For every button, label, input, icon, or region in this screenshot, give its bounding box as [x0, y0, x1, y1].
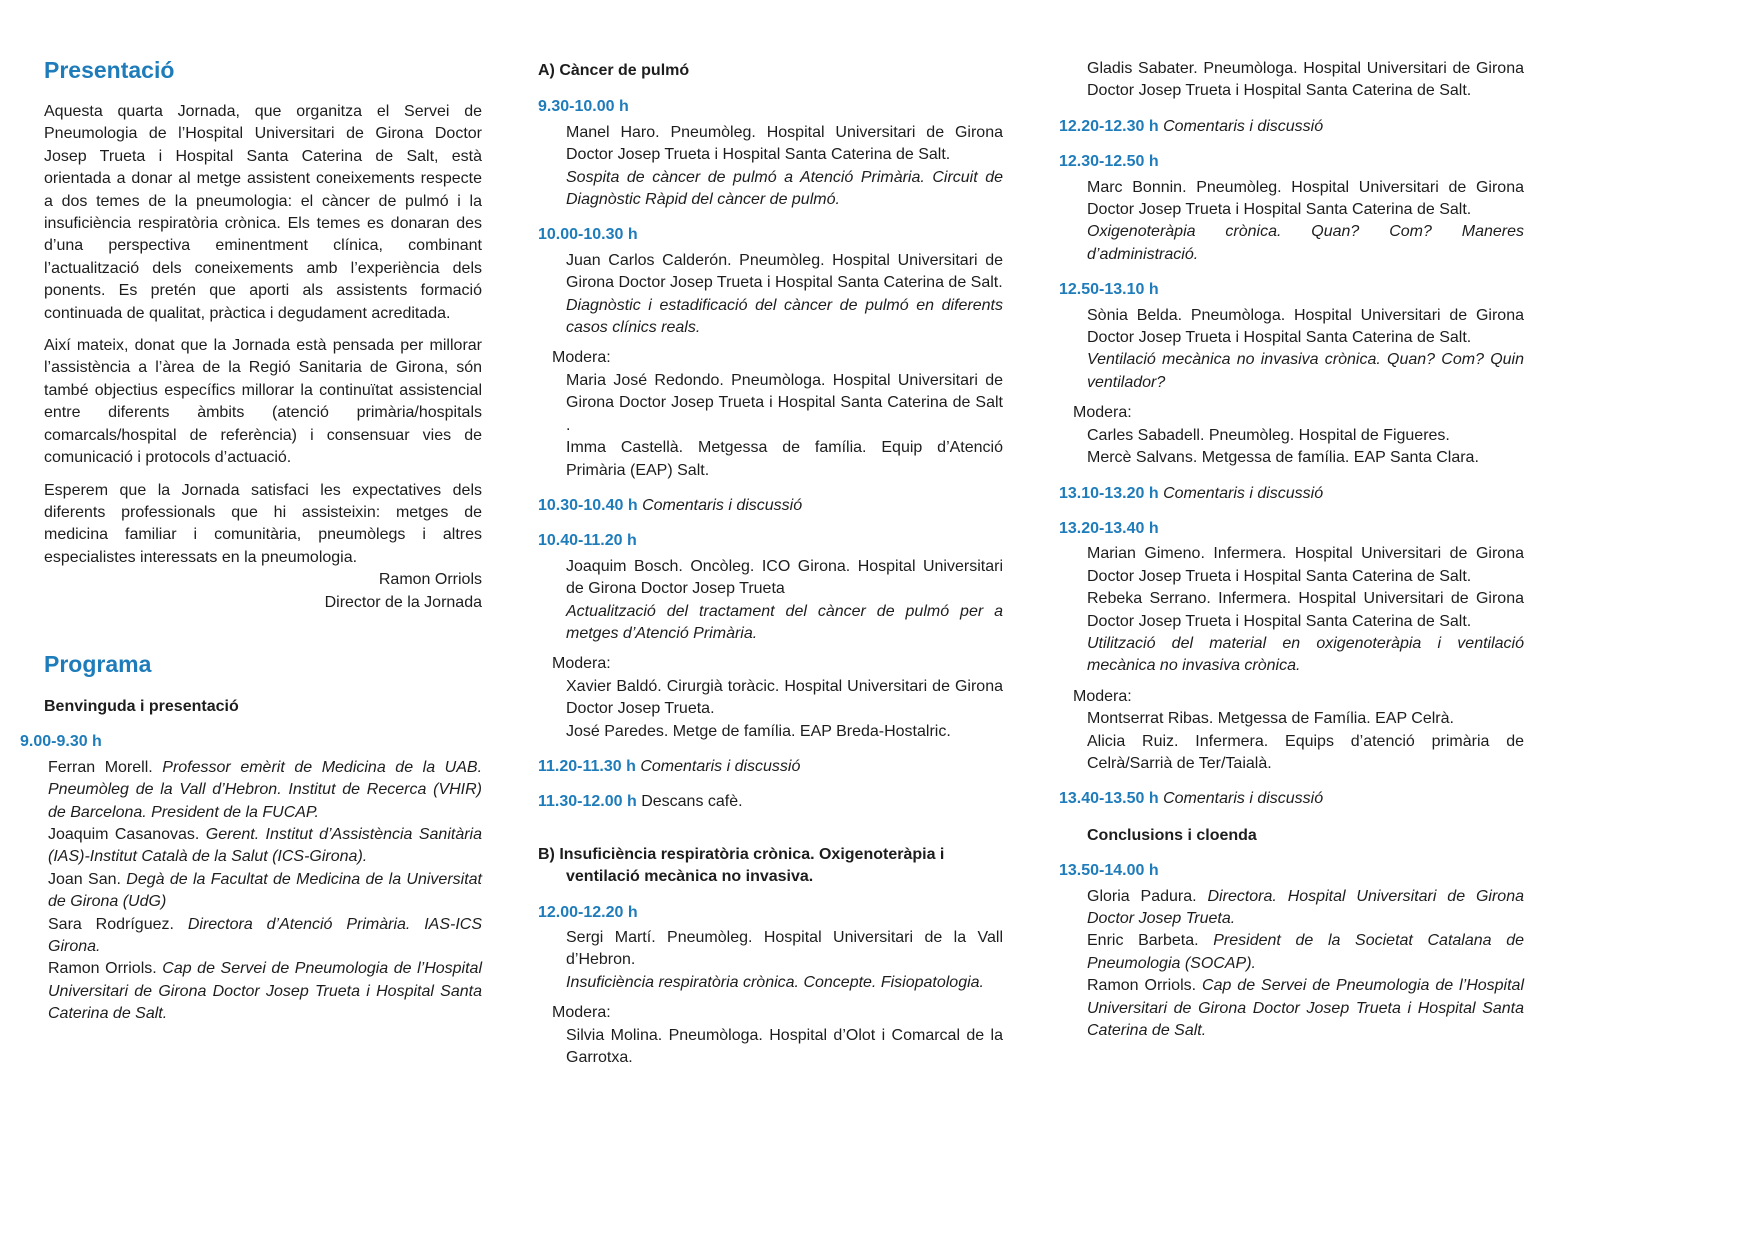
- section-a-heading: A) Càncer de pulmó: [538, 62, 690, 79]
- speaker-name: Joan San.: [48, 870, 121, 888]
- speaker-role: Professor emèrit de Medicina de la UAB. Pneumòleg de la Vall d’Hebron. Institut de Recerca (VHIR) de Barcelona. President de la FUCAP.: [48, 758, 483, 821]
- speaker-role: Cap de Servei de Pneumologia de l’Hospital Universitari de Girona Doctor Josep Trueta i Hospital Santa Caterina de Salt.: [48, 960, 483, 1023]
- modera-label: Modera:: [552, 349, 611, 367]
- column-program-part1: [538, 56, 1003, 1240]
- time-label-1040: 10.40-11.20 h: [538, 532, 637, 550]
- speaker-entry: Joaquim Bosch. Oncòleg. ICO Girona. Hospital Universitari de Girona Doctor Josep Trueta: [566, 557, 1003, 598]
- moderator-entry: Mercè Salvans. Metgessa de família. EAP Santa Clara.: [1087, 449, 1479, 467]
- note-text: Comentaris i discussió: [1163, 117, 1324, 135]
- time-label-1000: 10.00-10.30 h: [538, 226, 638, 244]
- speaker-name: Joaquim Casanovas.: [48, 825, 200, 843]
- talk-title: Ventilació mecànica no invasiva crònica. Quan? Com? Quin ventilador?: [1087, 351, 1524, 391]
- note-text: Comentaris i discussió: [640, 757, 801, 775]
- presentacio-paragraph-1: Aquesta quarta Jornada, que organitza el Servei de Pneumologia de l’Hospital Universitari de Girona Doctor Josep Trueta i Hospital Santa Caterina de Salt, està orientada a donar al metge assistent coneixements respecte a dos temes de la pneumologia: el càncer de pulmó i la insuficiència respiratòria crònica. Els temes es donaran des d’una perspectiva eminentment clínica, combinant l’actualització dels coneixements amb l’experiència dels ponents. Es pretén que aporti als assistents formació continuada de qualitat, pràctica i degudament acreditada.: [44, 103, 482, 322]
- speaker-name: Ramon Orriols.: [1087, 977, 1197, 995]
- signature-name: Ramon Orriols: [378, 571, 482, 589]
- closing-heading: Conclusions i cloenda: [1087, 826, 1257, 844]
- time-label-1120: 11.20-11.30 h: [538, 757, 636, 775]
- welcome-entry: [48, 958, 482, 1025]
- note-text: Comentaris i discussió: [1163, 790, 1324, 808]
- welcome-entry: [48, 757, 482, 824]
- note-text: Descans cafè.: [641, 793, 743, 811]
- speaker-role: Cap de Servei de Pneumologia de l’Hospital Universitari de Girona Doctor Josep Trueta i Hospital Santa Caterina de Salt.: [1087, 977, 1525, 1040]
- welcome-heading: Benvinguda i presentació: [44, 697, 239, 715]
- presentacio-title: Presentació: [44, 57, 175, 83]
- welcome-entry: [48, 869, 482, 914]
- time-label-1220: 12.20-12.30 h: [1059, 117, 1159, 135]
- speaker-entry: Marc Bonnin. Pneumòleg. Hospital Universitari de Girona Doctor Josep Trueta i Hospital Santa Caterina de Salt.: [1087, 178, 1524, 219]
- speaker-name: Ramon Orriols.: [48, 960, 157, 978]
- signature-role: Director de la Jornada: [324, 593, 482, 611]
- speaker-role: Gerent. Institut d’Assistència Sanitària (IAS)-Institut Català de la Salut (ICS-Girona).: [48, 825, 482, 866]
- schedule-note-row: [1059, 788, 1524, 810]
- talk-title: Oxigenoteràpia crònica. Quan? Com? Maneres d’administració.: [1087, 223, 1524, 263]
- modera-label: Modera:: [1073, 404, 1132, 422]
- presentacio-paragraph-2: Així mateix, donat que la Jornada està pensada per millorar l’assistència a l’àrea de la Regió Sanitaria de Girona, són també objectius específics millorar la continuïtat assistencial entre diferents àmbits (atenció primària/hospitals comarcals/hospital de referència) i consensuar vies de comunicació i protocols d’actuació.: [44, 337, 482, 467]
- note-text: Comentaris i discussió: [1163, 484, 1324, 502]
- moderator-entry: Silvia Molina. Pneumòloga. Hospital d’Olot i Comarcal de la Garrotxa.: [566, 1026, 1003, 1067]
- section-b-heading: B) Insuficiència respiratòria crònica. Oxigenoteràpia i ventilació mecànica no invasiva.: [538, 845, 945, 886]
- speaker-entry: Sònia Belda. Pneumòloga. Hospital Universitari de Girona Doctor Josep Trueta i Hospital Santa Caterina de Salt.: [1087, 306, 1524, 347]
- time-label-1250: 12.50-13.10 h: [1059, 281, 1159, 299]
- speaker-entry: Rebeka Serrano. Infermera. Hospital Universitari de Girona Doctor Josep Trueta i Hospital Santa Caterina de Salt.: [1087, 590, 1524, 630]
- moderator-entry: Gladis Sabater. Pneumòloga. Hospital Universitari de Girona Doctor Josep Trueta i Hospital Santa Caterina de Salt.: [1087, 60, 1524, 100]
- speaker-role: Directora d’Atenció Primària. IAS-ICS Girona.: [48, 915, 483, 955]
- time-label-1130: 11.30-12.00 h: [538, 793, 637, 811]
- time-label-1030: 10.30-10.40 h: [538, 496, 638, 514]
- closing-entry: [1087, 886, 1524, 931]
- welcome-entry: [48, 824, 482, 869]
- moderator-entry: Imma Castellà. Metgessa de família. Equip d’Atenció Primària (EAP) Salt.: [566, 439, 1003, 479]
- talk-title: Utilització del material en oxigenoteràpia i ventilació mecànica no invasiva crònica.: [1087, 634, 1524, 675]
- modera-label: Modera:: [552, 1004, 611, 1022]
- welcome-entry: [48, 914, 482, 959]
- speaker-name: Gloria Padura.: [1087, 887, 1197, 905]
- time-label-900: 9.00-9.30 h: [20, 733, 102, 751]
- speaker-entry: Manel Haro. Pneumòleg. Hospital Universitari de Girona Doctor Josep Trueta i Hospital Santa Caterina de Salt.: [566, 123, 1003, 164]
- presentacio-paragraph-3: Esperem que la Jornada satisfaci les expectatives dels diferents professionals que hi assisteixin: metges de medicina familiar i comunitària, pneumòlegs i altres especialistes interessats en la pneumologia.: [44, 481, 482, 566]
- column-presentacio: [20, 56, 482, 1240]
- column-program-part2: [1059, 56, 1524, 1240]
- programa-title: Programa: [44, 650, 152, 677]
- time-label-1310: 13.10-13.20 h: [1059, 484, 1159, 502]
- speaker-name: Ferran Morell.: [48, 758, 153, 776]
- note-text: Comentaris i discussió: [642, 496, 803, 514]
- moderator-entry: Alicia Ruiz. Infermera. Equips d’atenció primària de Celrà/Sarrià de Ter/Taialà.: [1087, 732, 1524, 772]
- closing-entry: [1087, 930, 1524, 975]
- talk-title: Actualització del tractament del càncer de pulmó per a metges d’Atenció Primària.: [566, 602, 1003, 642]
- schedule-note-row: [538, 495, 1003, 517]
- moderator-entry: José Paredes. Metge de família. EAP Breda-Hostalric.: [566, 722, 951, 740]
- speaker-entry: Sergi Martí. Pneumòleg. Hospital Universitari de la Vall d’Hebron.: [566, 929, 1003, 969]
- speaker-entry: Marian Gimeno. Infermera. Hospital Universitari de Girona Doctor Josep Trueta i Hospital Santa Caterina de Salt.: [1087, 545, 1524, 585]
- speaker-role: Directora. Hospital Universitari de Girona Doctor Josep Trueta.: [1087, 887, 1525, 927]
- time-label-930: 9.30-10.00 h: [538, 98, 629, 116]
- speaker-entry: Juan Carlos Calderón. Pneumòleg. Hospital Universitari de Girona Doctor Josep Trueta i Hospital Santa Caterina de Salt.: [566, 251, 1003, 292]
- time-label-1200: 12.00-12.20 h: [538, 903, 638, 921]
- moderator-entry: Xavier Baldó. Cirurgià toràcic. Hospital Universitari de Girona Doctor Josep Trueta.: [566, 677, 1003, 718]
- schedule-note-row: [1059, 116, 1524, 138]
- moderator-entry: Maria José Redondo. Pneumòloga. Hospital Universitari de Girona Doctor Josep Trueta i Hospital Santa Caterina de Salt .: [566, 371, 1003, 434]
- moderator-entry: Montserrat Ribas. Metgessa de Família. EAP Celrà.: [1087, 710, 1454, 728]
- time-label-1340: 13.40-13.50 h: [1059, 790, 1159, 808]
- speaker-role: President de la Societat Catalana de Pneumologia (SOCAP).: [1087, 932, 1524, 972]
- talk-title: Insuficiència respiratòria crònica. Concepte. Fisiopatologia.: [566, 973, 984, 991]
- schedule-note-row: [538, 791, 1003, 813]
- time-label-1350: 13.50-14.00 h: [1059, 862, 1159, 880]
- schedule-note-row: [538, 756, 1003, 778]
- schedule-note-row: [1059, 483, 1524, 505]
- speaker-role: Degà de la Facultat de Medicina de la Universitat de Girona (UdG): [48, 870, 483, 911]
- modera-label: Modera:: [552, 655, 611, 673]
- talk-title: Sospita de càncer de pulmó a Atenció Primària. Circuit de Diagnòstic Ràpid del càncer de pulmó.: [566, 168, 1003, 209]
- closing-entry: [1087, 975, 1524, 1042]
- speaker-name: Enric Barbeta.: [1087, 932, 1199, 950]
- moderator-entry: Carles Sabadell. Pneumòleg. Hospital de Figueres.: [1087, 426, 1450, 444]
- time-label-1230: 12.30-12.50 h: [1059, 153, 1159, 171]
- modera-label: Modera:: [1073, 687, 1132, 705]
- time-label-1320: 13.20-13.40 h: [1059, 519, 1159, 537]
- talk-title: Diagnòstic i estadificació del càncer de pulmó en diferents casos clínics reals.: [566, 296, 1003, 337]
- speaker-name: Sara Rodríguez.: [48, 915, 174, 933]
